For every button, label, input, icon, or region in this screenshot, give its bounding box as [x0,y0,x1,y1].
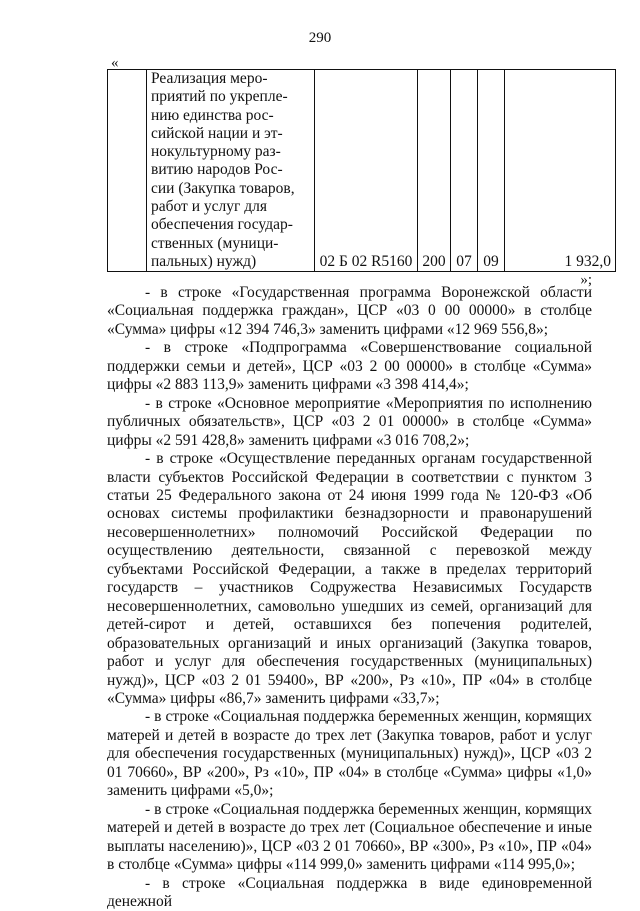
table-row [108,70,616,272]
closing-quote-mark: »; [580,272,592,289]
amendment-paragraph: - в строке «Социальная поддержка беременных женщин, кормящих матерей и детей в возрасте до трех лет (Социальное обеспечение и иные выплаты населению)», ЦСР «03 2 01 70660», ВР «300», Рз «10», ПР «04» в столбце «Сумма» цифры «114 999,0» заменить цифрами «114 995,0»; [107,801,592,875]
rz-code-cell: 07 [451,70,478,272]
description-line: витию народов Рос- [151,161,310,179]
description-line: ственных (муници- [151,235,310,253]
description-line: приятий по укрепле- [151,88,310,106]
description-line: пальных) нужд) [151,253,310,271]
pr-code-cell: 09 [478,70,505,272]
description-line: сии (Закупка товаров, [151,180,310,198]
amendment-paragraph: - в строке «Осуществление переданных органам государственной власти субъектов Российской Федерации в соответствии с пунктом 3 статьи 25 Федерального закона от 24 июня 1999 года № 120-ФЗ «Об основах системы профилактики безнадзорности и правонарушений несовершеннолетних» полномочий Российской Федерации по осуществлению деятельности, связанной с перевозкой между субъектами Российской Федерации, а также в пределах территорий государств – участников Содружества Независимых Государств несовершеннолетних, самовольно ушедших из семей, организаций для детей-сирот и детей, оставшихся без попечения родителей, образовательных организаций и иных организаций (Закупка товаров, работ и услуг для обеспечения государственных (муниципальных) нужд)», ЦСР «03 2 01 59400», ВР «200», Рз «10», ПР «04» в столбце «Сумма» цифры «86,7» заменить цифрами «33,7»; [107,450,592,708]
description-line: обеспечения государ- [151,216,310,234]
amendments-text [107,284,592,911]
vr-code-cell: 200 [418,70,451,272]
description-line: Реализация меро- [151,70,310,88]
csr-code-cell: 02 Б 02 R5160 [315,70,418,272]
description-line: нокультурному раз- [151,143,310,161]
description-line: работ и услуг для [151,198,310,216]
description-cell [147,70,315,272]
description-line: сийской нации и эт- [151,125,310,143]
amendment-paragraph: - в строке «Социальная поддержка в виде единовременной денежной [107,875,592,911]
description-line: нию единства рос- [151,107,310,125]
page-number: 290 [0,30,640,47]
budget-table-fragment [107,69,616,272]
amendment-paragraph: - в строке «Основное мероприятие «Мероприятия по исполнению публичных обязательств», ЦСР «03 2 01 00000» в столбце «Сумма» цифры «2 591 428,8» заменить цифрами «3 016 708,2»; [107,395,592,450]
amendment-paragraph: - в строке «Социальная поддержка беременных женщин, кормящих матерей и детей в возрасте до трех лет (Закупка товаров, работ и услуг для обеспечения государственных (муниципальных) нужд)», ЦСР «03 2 01 70660», ВР «200», Рз «10», ПР «04» в столбце «Сумма» цифры «1,0» заменить цифрами «5,0»; [107,708,592,800]
empty-cell [108,70,147,272]
amendment-paragraph: - в строке «Подпрограмма «Совершенствование социальной поддержки семьи и детей», ЦСР «03 2 00 00000» в столбце «Сумма» цифры «2 883 113,9» заменить цифрами «3 398 414,4»; [107,339,592,394]
amendment-paragraph: - в строке «Государственная программа Воронежской области «Социальная поддержка граждан», ЦСР «03 0 00 00000» в столбце «Сумма» цифры «12 394 746,3» заменить цифрами «12 969 556,8»; [107,284,592,339]
opening-quote-mark: « [111,55,119,72]
sum-cell: 1 932,0 [505,70,616,272]
